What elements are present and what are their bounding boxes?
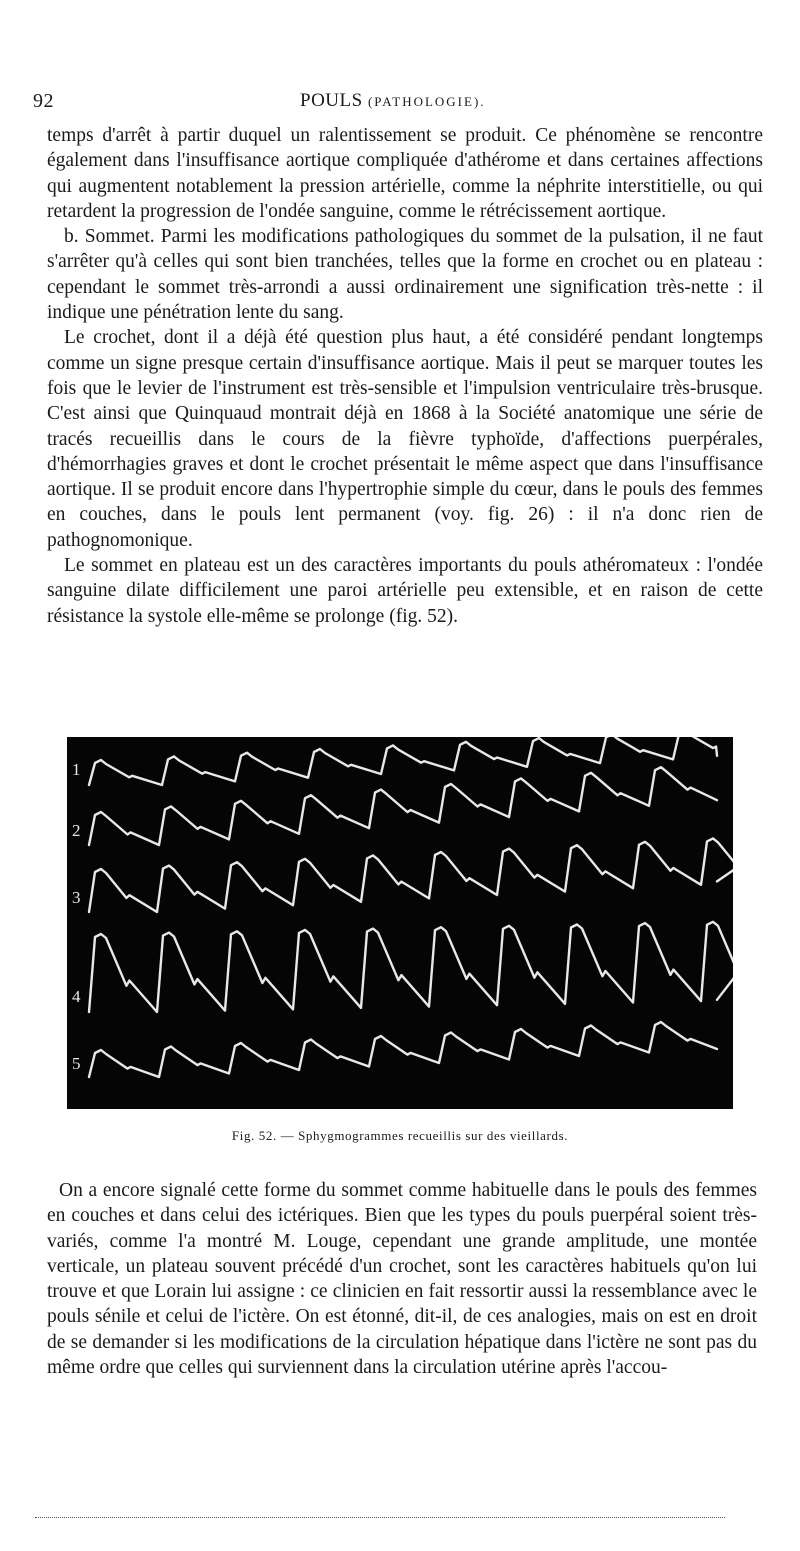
trace-label-3: 3 bbox=[72, 888, 81, 907]
trace-label-2: 2 bbox=[72, 821, 81, 840]
text-block-top bbox=[47, 123, 763, 629]
footer-rule bbox=[35, 1517, 725, 1518]
trace-1 bbox=[89, 737, 717, 785]
figure-caption: Fig. 52. — Sphygmogrammes recueillis sur des vieillards. bbox=[231, 1128, 569, 1143]
paragraph-2: b. Sommet. Parmi les modifications pathologiques du sommet de la pulsation, il ne faut s'arrêter qu'à celles qui sont bien tranchées, telles que la forme en crochet ou en plateau : cependant le sommet très-arrondi a aussi ordinairement une signification très-nette : il indique une pénétration lente du sang. bbox=[47, 226, 763, 324]
text-block-bottom bbox=[47, 1178, 757, 1380]
trace-label-4: 4 bbox=[72, 987, 81, 1006]
paragraph-1: temps d'arrêt à partir duquel un ralentissement se produit. Ce phénomène se rencontre également dans l'insuffisance aortique compliquée d'athérome et dans certaines affections qui augmentent notablement la pression artérielle, comme la néphrite interstitielle, ou qui retardent la progression de l'ondée sanguine, comme le rétrécissement aortique. bbox=[47, 125, 763, 222]
paragraph-4: Le sommet en plateau est un des caractères importants du pouls athéromateux : l'ondée sanguine dilate difficilement une paroi artérielle peu extensible, et en raison de cette résistance la systole elle-même se prolonge (fig. 52). bbox=[47, 555, 763, 627]
paragraph-3: Le crochet, dont il a déjà été question plus haut, a été considéré pendant longtemps comme un signe presque certain d'insuffisance aortique. Mais il peut se marquer toutes les fois que le levier de l'instrument est très-sensible et l'impulsion ventriculaire très-brusque. C'est ainsi que Quinquaud montrait déjà en 1868 à la Société anatomique une série de tracés recueillis dans le cours de la fièvre typhoïde, d'affections puerpérales, d'hémorrhagies graves et dont le crochet présentait le même aspect que dans l'insuffisance aortique. Il se produit encore dans l'hypertrophie simple du cœur, dans le pouls des femmes en couches, dans le pouls lent permanent (voy. fig. 26) : il n'a donc rien de pathognomonique. bbox=[47, 327, 763, 551]
sphygmogram-plot bbox=[67, 737, 733, 1109]
running-head bbox=[300, 90, 486, 112]
trace-2 bbox=[89, 767, 717, 845]
trace-label-1: 1 bbox=[72, 760, 81, 779]
trace-4 bbox=[89, 922, 733, 1012]
trace-5 bbox=[89, 1022, 717, 1077]
trace-label-5: 5 bbox=[72, 1054, 81, 1073]
trace-3 bbox=[89, 838, 733, 912]
paragraph-5: On a encore signalé cette forme du sommet comme habituelle dans le pouls des femmes en couches et dans celui des ictériques. Bien que les types du pouls puerpéral soient très-variés, comme l'a montré M. Louge, cependant une grande amplitude, une montée verticale, un plateau souvent précédé d'un crochet, sont les caractères habituels qu'on lui trouve et que Lorain lui assigne : ce clinicien en fait ressortir aussi la ressemblance avec le pouls sénile et celui de l'ictère. On est étonné, dit-il, de ces analogies, mais on est en droit de se demander si les modifications de la circulation hépatique dans l'ictère ne sont pas du même ordre que celles qui surviennent dans la circulation utérine après l'accou- bbox=[47, 1180, 757, 1379]
page-number: 92 bbox=[33, 90, 54, 112]
running-head-subtitle: (PATHOLOGIE). bbox=[367, 94, 486, 109]
running-head-title: POULS bbox=[300, 90, 368, 111]
figure-sphygmogram bbox=[67, 737, 733, 1109]
